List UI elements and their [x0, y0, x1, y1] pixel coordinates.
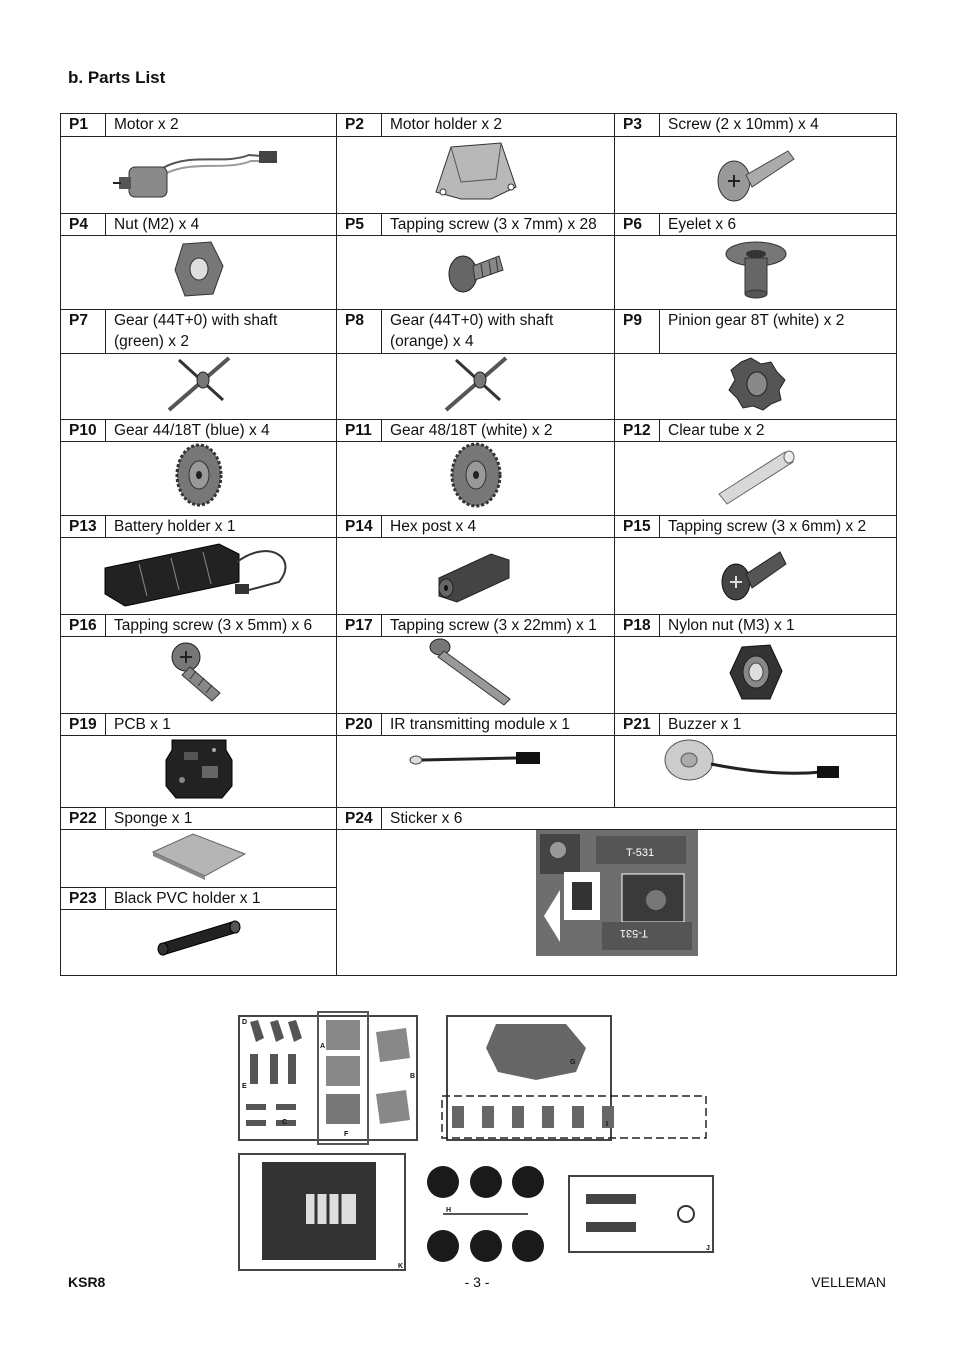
sticker-text-top: T-531 [625, 847, 654, 859]
part-id: P18 [615, 615, 660, 637]
part-label: Black PVC holder x 1 [106, 888, 337, 910]
part-id: P17 [337, 615, 382, 637]
part-label: Gear 48/18T (white) x 2 [382, 420, 615, 442]
part-id: P10 [61, 420, 106, 442]
part-image-cell [615, 736, 897, 808]
pinion-gear-image [721, 354, 791, 414]
part-id: P1 [61, 114, 106, 137]
sprue-letter-c: C [282, 1119, 288, 1126]
section-title: b. Parts List [68, 68, 166, 87]
sticker-sheet-image [536, 830, 698, 956]
tapping-screw-22mm-image [426, 637, 526, 707]
part-image-cell [337, 830, 897, 976]
sprue-letter-d: D [242, 1019, 248, 1026]
part-image-cell [615, 236, 897, 310]
eyelet-image [721, 236, 791, 302]
part-label: Sponge x 1 [106, 808, 337, 830]
part-image-cell [61, 830, 337, 888]
battery-holder-image [99, 538, 299, 608]
part-label: PCB x 1 [106, 714, 337, 736]
part-label: IR transmitting module x 1 [382, 714, 615, 736]
part-image-cell [61, 637, 337, 714]
sponge-image [149, 830, 249, 882]
part-id: P2 [337, 114, 382, 137]
part-id: P9 [615, 310, 660, 354]
part-image-cell [61, 736, 337, 808]
part-image-cell [61, 137, 337, 214]
gear-48-18-image [446, 442, 506, 508]
part-label: Tapping screw (3 x 7mm) x 28 [382, 214, 615, 236]
part-image-cell [337, 442, 615, 516]
part-id: P8 [337, 310, 382, 354]
part-image-cell [615, 137, 897, 214]
part-image-cell [615, 637, 897, 714]
part-id: P19 [61, 714, 106, 736]
part-label: Clear tube x 2 [660, 420, 897, 442]
gear-44-18-image [169, 442, 229, 508]
tapping-screw-7mm-image [441, 236, 511, 302]
part-image-cell [61, 910, 337, 976]
sprue-letter-k: K [398, 1263, 404, 1270]
ir-module-image [406, 736, 546, 776]
part-id: P4 [61, 214, 106, 236]
sprue-frames-image [236, 1008, 720, 1274]
footer-page-number: - 3 - [464, 1274, 490, 1290]
part-label: Gear (44T+0) with shaft (orange) x 4 [382, 310, 615, 354]
hex-post-image [431, 538, 521, 608]
part-id: P3 [615, 114, 660, 137]
gear-shaft-green-image [159, 354, 239, 414]
part-label: Nut (M2) x 4 [106, 214, 337, 236]
tapping-screw-5mm-image [164, 637, 234, 707]
pcb-image [164, 736, 234, 802]
motor-image [109, 137, 289, 207]
sprue-letter-e: E [242, 1083, 247, 1090]
part-id: P14 [337, 516, 382, 538]
parts-table [60, 113, 897, 976]
sprue-letter-i: I [606, 1121, 608, 1128]
part-label: Hex post x 4 [382, 516, 615, 538]
part-id: P12 [615, 420, 660, 442]
part-label: Screw (2 x 10mm) x 4 [660, 114, 897, 137]
part-id: P7 [61, 310, 106, 354]
sprue-letter-g: G [570, 1059, 576, 1066]
screw-2x10-image [706, 137, 806, 207]
gear-shaft-orange-image [436, 354, 516, 414]
part-image-cell [337, 137, 615, 214]
part-label: Buzzer x 1 [660, 714, 897, 736]
part-image-cell [337, 354, 615, 420]
part-label: Tapping screw (3 x 22mm) x 1 [382, 615, 615, 637]
part-image-cell [615, 538, 897, 615]
part-id: P20 [337, 714, 382, 736]
part-id: P23 [61, 888, 106, 910]
part-label: Eyelet x 6 [660, 214, 897, 236]
part-label: Tapping screw (3 x 5mm) x 6 [106, 615, 337, 637]
part-image-cell [337, 236, 615, 310]
part-id: P21 [615, 714, 660, 736]
sticker-text-bottom: T-531 [619, 927, 648, 939]
part-image-cell [61, 236, 337, 310]
tapping-screw-6mm-image [716, 538, 796, 608]
part-image-cell [61, 354, 337, 420]
nut-image [169, 236, 229, 302]
clear-tube-image [711, 442, 801, 508]
part-id: P22 [61, 808, 106, 830]
sprue-letter-b: B [410, 1073, 416, 1080]
part-label: Nylon nut (M3) x 1 [660, 615, 897, 637]
part-label: Pinion gear 8T (white) x 2 [660, 310, 897, 354]
part-id: P24 [337, 808, 382, 830]
sprue-letter-a: A [320, 1043, 326, 1050]
part-id: P16 [61, 615, 106, 637]
footer-model-code: KSR8 [68, 1274, 106, 1290]
part-label: Battery holder x 1 [106, 516, 337, 538]
part-image-cell [615, 354, 897, 420]
sprue-letter-h: H [446, 1207, 452, 1214]
part-label: Tapping screw (3 x 6mm) x 2 [660, 516, 897, 538]
part-id: P13 [61, 516, 106, 538]
part-id: P5 [337, 214, 382, 236]
part-label: Motor holder x 2 [382, 114, 615, 137]
pvc-holder-image [154, 910, 244, 960]
sprue-letter-f: F [344, 1131, 349, 1138]
buzzer-image [661, 736, 851, 786]
part-label: Motor x 2 [106, 114, 337, 137]
part-image-cell [61, 538, 337, 615]
part-image-cell [337, 637, 615, 714]
part-image-cell [337, 538, 615, 615]
nylon-nut-image [726, 637, 786, 707]
footer-brand: VELLEMAN [811, 1274, 886, 1290]
part-label: Sticker x 6 [382, 808, 897, 830]
part-image-cell [337, 736, 615, 808]
part-id: P11 [337, 420, 382, 442]
part-image-cell [615, 442, 897, 516]
part-id: P6 [615, 214, 660, 236]
sprue-letter-j: J [706, 1245, 710, 1252]
part-label: Gear (44T+0) with shaft (green) x 2 [106, 310, 337, 354]
part-label: Gear 44/18T (blue) x 4 [106, 420, 337, 442]
part-image-cell [61, 442, 337, 516]
part-id: P15 [615, 516, 660, 538]
motor-holder-image [421, 137, 531, 207]
